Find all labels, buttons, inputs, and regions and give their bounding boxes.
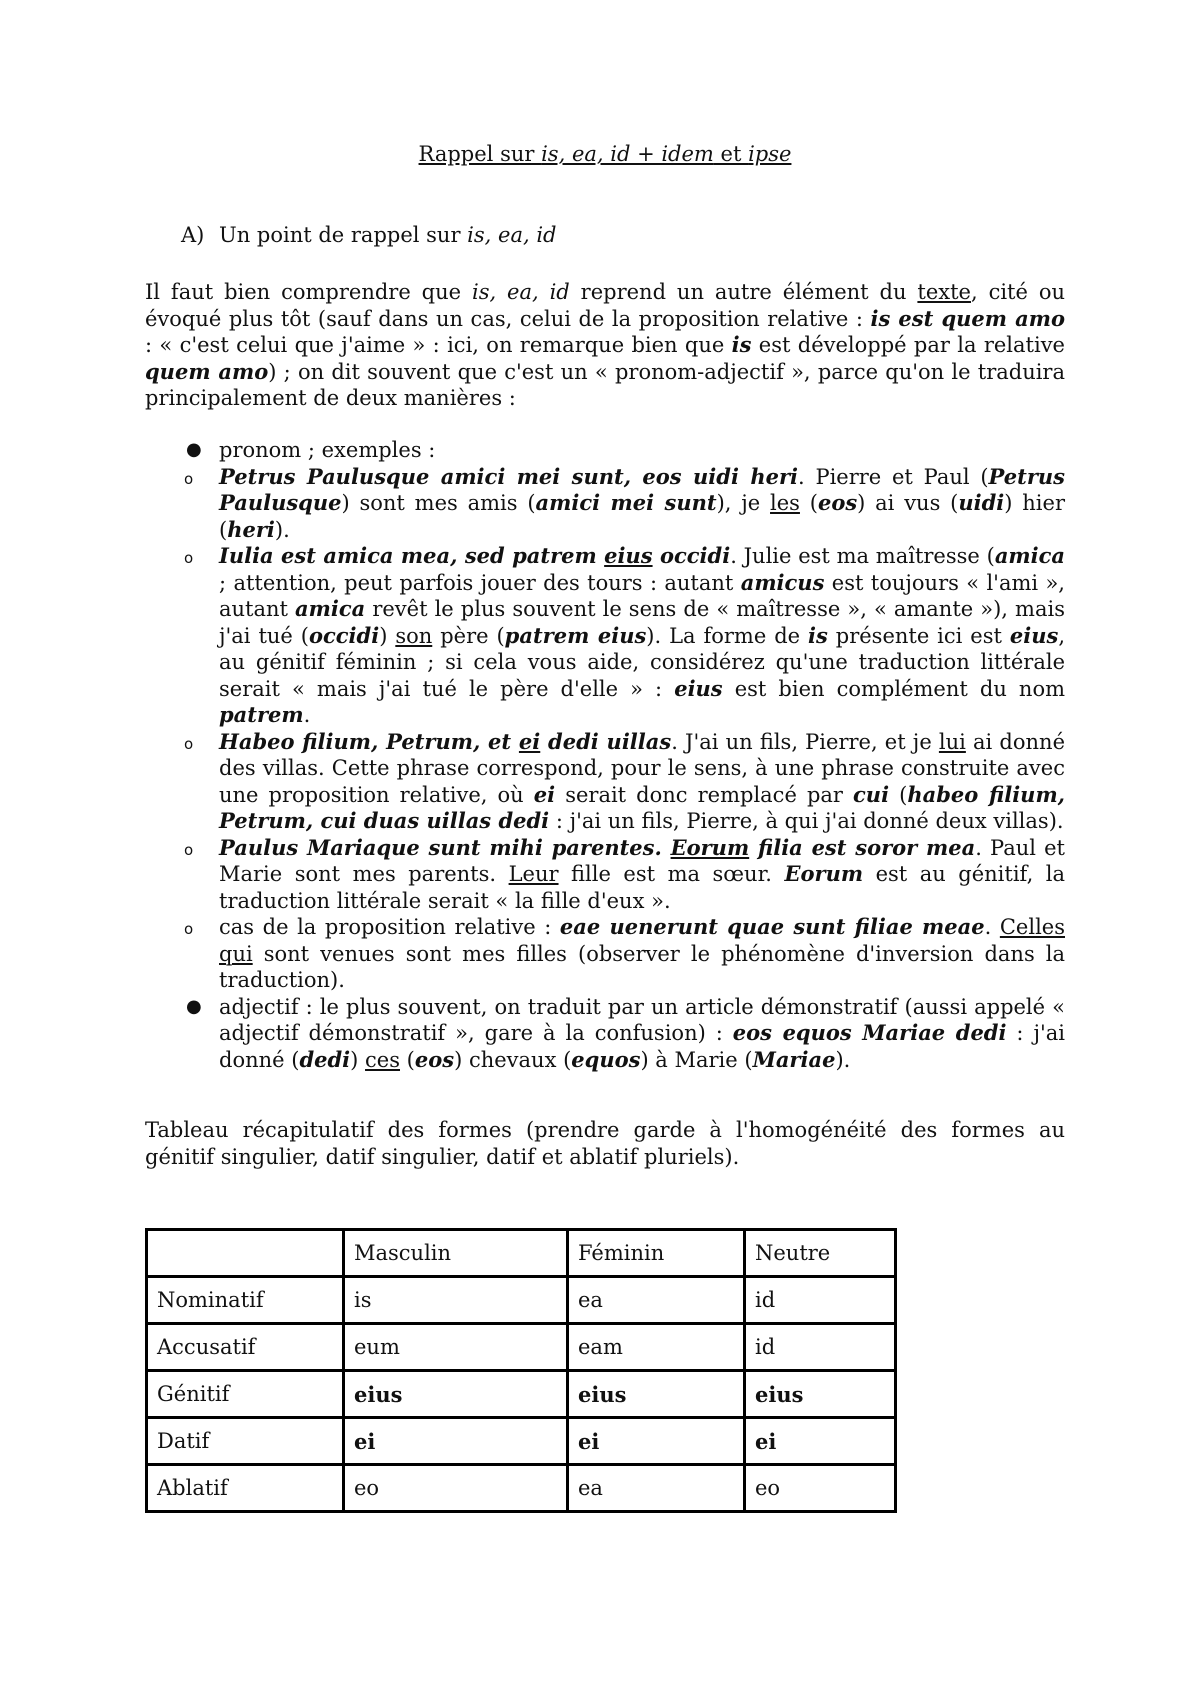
table-cell: eo — [745, 1465, 896, 1512]
example-item: o Petrus Paulusque amici mei sunt, eos uidi heri. Pierre et Paul (Petrus Paulusque) sont mes amis (amici mei sunt), je les (eos) ai vus (uidi) hier (heri). — [184, 463, 1065, 542]
table-cell: ei — [745, 1418, 896, 1465]
table-cell: Datif — [147, 1418, 344, 1465]
circle-bullet-icon: o — [184, 920, 194, 938]
intro-paragraph: Il faut bien comprendre que is, ea, id reprend un autre élément du texte, cité ou évoqué plus tôt (sauf dans un cas, celui de la proposition relative : is est quem amo : « c'est celui que j'aime » : ici, on remarque bien que is est développé par la relative quem amo) ; on dit souvent que c'est un « pronom-adjectif », parce qu'on le traduira principalement de deux manières : — [145, 280, 1065, 410]
example-item: o cas de la proposition relative : eae uenerunt quae sunt filiae meae. Celles qui sont venues sont mes filles (observer le phénomène d'inversion dans la traduction). — [184, 914, 1065, 992]
table-cell: ea — [568, 1277, 745, 1324]
circle-bullet-icon: o — [184, 469, 194, 488]
circle-bullet-icon: o — [184, 840, 194, 859]
table-row — [147, 1277, 896, 1324]
circle-bullet-icon: o — [184, 549, 194, 567]
bullet-adjectif-text: adjectif : le plus souvent, on traduit par un article démonstratif (aussi appelé « adjectif démonstratif », gare à la confusion) : eos equos Mariae dedi : j'ai donné (dedi) ces (eos) chevaux (equos) à Marie (Mariae). — [219, 994, 1065, 1072]
table-row — [147, 1465, 896, 1512]
table-cell: eum — [344, 1324, 568, 1371]
bullet-list — [145, 437, 1065, 1073]
example-item: o Iulia est amica mea, sed patrem eius occidi. Julie est ma maîtresse (amica ; attention, peut parfois jouer des tours : autant amicus est toujours « l'ami », autant amica revêt le plus souvent le sens de « maîtresse », « amante »), mais j'ai tué (occidi) son père (patrem eius). La forme de is présente ici est eius, au génitif féminin ; si cela vous aide, considérez qu'une traduction littérale serait « mais j'ai tué le père d'elle » : eius est bien complément du nom patrem. — [184, 543, 1066, 727]
recap-paragraph: Tableau récapitulatif des formes (prendre garde à l'homogénéité des formes au génitif singulier, datif singulier, datif et ablatif pluriels). — [145, 1118, 1065, 1169]
table-cell: eam — [568, 1324, 745, 1371]
table-cell: Ablatif — [147, 1465, 344, 1512]
table-cell: eius — [745, 1371, 896, 1418]
page-title: Rappel sur is, ea, id + idem et ipse — [418, 142, 792, 166]
bullet-dot-icon: ● — [186, 439, 202, 460]
example-list — [184, 463, 1066, 994]
table-cell: ei — [568, 1418, 745, 1465]
table-cell: id — [745, 1277, 896, 1324]
example-item: o Habeo filium, Petrum, et ei dedi uillas. J'ai un fils, Pierre, et je lui ai donné des villas. Cette phrase correspond, pour le sens, à une phrase construite avec une proposition relative, où ei serait donc remplacé par cui (habeo filium, Petrum, cui duas uillas dedi : j'ai un fils, Pierre, à qui j'ai donné deux villas). — [184, 728, 1065, 833]
table-header-cell — [147, 1230, 344, 1277]
section-label: A) — [181, 223, 205, 247]
section-heading-a: A) Un point de rappel sur is, ea, id — [181, 223, 557, 247]
table-row — [147, 1324, 896, 1371]
table-cell: eius — [344, 1371, 568, 1418]
table-row — [147, 1418, 896, 1465]
table-header-row — [147, 1230, 896, 1277]
bullet-pronom — [145, 437, 1065, 994]
table-cell: id — [745, 1324, 896, 1371]
table-cell: Nominatif — [147, 1277, 344, 1324]
table-header-cell: Neutre — [745, 1230, 896, 1277]
table-cell: Accusatif — [147, 1324, 344, 1371]
forms-table — [145, 1228, 897, 1513]
table-cell: is — [344, 1277, 568, 1324]
bullet-label: pronom ; exemples : — [219, 438, 436, 462]
bullet-adjectif — [145, 994, 1065, 1074]
table-cell: ea — [568, 1465, 745, 1512]
bullet-dot-icon: ● — [186, 995, 202, 1017]
table-cell: eius — [568, 1371, 745, 1418]
table-header-cell: Masculin — [344, 1230, 568, 1277]
example-item: o Paulus Mariaque sunt mihi parentes. Eorum filia est soror mea. Paul et Marie sont mes parents. Leur fille est ma sœur. Eorum est au génitif, la traduction littérale serait « la fille d'eux ». — [184, 834, 1066, 913]
circle-bullet-icon: o — [184, 734, 194, 753]
table-cell: Génitif — [147, 1371, 344, 1418]
table-cell: ei — [344, 1418, 568, 1465]
table-header-cell: Féminin — [568, 1230, 745, 1277]
table-cell: eo — [344, 1465, 568, 1512]
table-row — [147, 1371, 896, 1418]
